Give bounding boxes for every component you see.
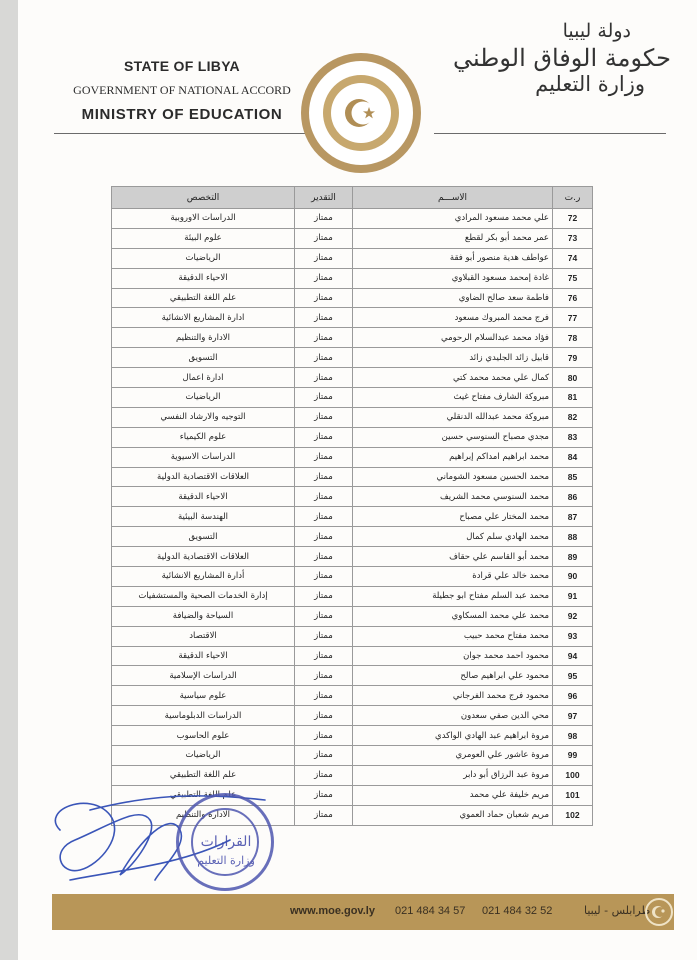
student-name: غادة إمحمد مسعود القبلاوي <box>353 268 553 288</box>
table-row <box>112 746 593 766</box>
table-row <box>112 348 593 368</box>
student-name: محمود احمد محمد جوان <box>353 646 553 666</box>
table-row <box>112 407 593 427</box>
table-row <box>112 308 593 328</box>
student-grade: ممتاز <box>295 706 353 726</box>
table-row <box>112 666 593 686</box>
stamp-line-2: وزارة التعليم <box>197 854 255 867</box>
student-specialization: علوم الحاسوب <box>112 726 295 746</box>
student-name: محمد ابراهيم امداكم إبراهيم <box>353 447 553 467</box>
table-row <box>112 527 593 547</box>
student-name: محمد مفتاح محمد حبيب <box>353 626 553 646</box>
student-grade: ممتاز <box>295 348 353 368</box>
footer-city: طرابلس - ليبيا <box>584 904 651 917</box>
student-grade: ممتاز <box>295 248 353 268</box>
row-number: 100 <box>553 765 593 785</box>
student-specialization: الادارة والتنظيم <box>112 328 295 348</box>
student-specialization: الدراسات الإسلامية <box>112 666 295 686</box>
student-specialization: العلاقات الاقتصادية الدولية <box>112 467 295 487</box>
row-number: 96 <box>553 686 593 706</box>
student-name: عواطف هدية منصور أبو فقة <box>353 248 553 268</box>
row-number: 86 <box>553 487 593 507</box>
students-table <box>111 186 593 826</box>
table-row <box>112 487 593 507</box>
header-specialization: التخصص <box>112 187 295 209</box>
row-number: 78 <box>553 328 593 348</box>
footer-phone-2: 021 484 32 52 <box>482 905 553 917</box>
right-header-rule <box>434 133 666 134</box>
student-specialization: إدارة الخدمات الصحية والمستشفيات <box>112 586 295 606</box>
student-name: كمال علي محمد محمد كتي <box>353 368 553 388</box>
student-specialization: التسويق <box>112 348 295 368</box>
table-row <box>112 547 593 567</box>
en-government-title: GOVERNMENT OF NATIONAL ACCORD <box>73 83 291 97</box>
student-grade: ممتاز <box>295 567 353 587</box>
student-grade: ممتاز <box>295 547 353 567</box>
table-body <box>112 209 593 826</box>
student-specialization: التوجيه والارشاد النفسي <box>112 407 295 427</box>
student-grade: ممتاز <box>295 666 353 686</box>
table-row <box>112 209 593 229</box>
table-row <box>112 726 593 746</box>
student-grade: ممتاز <box>295 686 353 706</box>
header-grade: التقدير <box>295 187 353 209</box>
student-specialization: السياحة والضيافة <box>112 606 295 626</box>
student-grade: ممتاز <box>295 368 353 388</box>
student-specialization: الاحياء الدقيقة <box>112 268 295 288</box>
student-name: محمد السنوسي محمد الشريف <box>353 487 553 507</box>
student-grade: ممتاز <box>295 268 353 288</box>
row-number: 77 <box>553 308 593 328</box>
table-row <box>112 388 593 408</box>
ministry-stamp <box>176 793 274 891</box>
table-row <box>112 706 593 726</box>
student-grade: ممتاز <box>295 646 353 666</box>
student-grade: ممتاز <box>295 427 353 447</box>
student-grade: ممتاز <box>295 527 353 547</box>
table-row <box>112 268 593 288</box>
row-number: 74 <box>553 248 593 268</box>
student-name: محمد عبد السلم مفتاح ابو جطيلة <box>353 586 553 606</box>
student-name: مبروكة محمد عبدالله الدنقلي <box>353 407 553 427</box>
student-grade: ممتاز <box>295 746 353 766</box>
student-name: محمد علي محمد المسكاوي <box>353 606 553 626</box>
table-row <box>112 606 593 626</box>
table-row <box>112 586 593 606</box>
student-specialization: التسويق <box>112 527 295 547</box>
row-number: 73 <box>553 228 593 248</box>
student-name: محمد الحسين مسعود الشوماني <box>353 467 553 487</box>
student-name: علي محمد مسعود المرادي <box>353 209 553 229</box>
row-number: 92 <box>553 606 593 626</box>
row-number: 95 <box>553 666 593 686</box>
student-name: فرج محمد المبروك مسعود <box>353 308 553 328</box>
student-specialization: الدراسات الاوروبية <box>112 209 295 229</box>
student-specialization: علوم البيئة <box>112 228 295 248</box>
row-number: 90 <box>553 567 593 587</box>
student-name: مروة عاشور علي العومري <box>353 746 553 766</box>
table-row <box>112 248 593 268</box>
student-specialization: علوم الكيمياء <box>112 427 295 447</box>
row-number: 76 <box>553 288 593 308</box>
row-number: 80 <box>553 368 593 388</box>
row-number: 99 <box>553 746 593 766</box>
table-row <box>112 328 593 348</box>
student-specialization: الهندسة البيئية <box>112 507 295 527</box>
row-number: 91 <box>553 586 593 606</box>
student-grade: ممتاز <box>295 288 353 308</box>
en-state-title: STATE OF LIBYA <box>124 58 240 74</box>
row-number: 81 <box>553 388 593 408</box>
ar-state-title: دولة ليبيا <box>562 20 631 42</box>
student-grade: ممتاز <box>295 726 353 746</box>
row-number: 82 <box>553 407 593 427</box>
crescent-star-icon <box>331 83 391 143</box>
student-specialization: ادارة اعمال <box>112 368 295 388</box>
table-row <box>112 507 593 527</box>
stamp-line-1: القرارات <box>200 834 252 850</box>
student-specialization: الاحياء الدقيقة <box>112 487 295 507</box>
student-name: محمد المختار علي مصباح <box>353 507 553 527</box>
student-name: فاطمة سعد صالح الضاوي <box>353 288 553 308</box>
student-specialization: علم اللغة التطبيقي <box>112 785 295 805</box>
row-number: 88 <box>553 527 593 547</box>
student-name: محي الدين صفي سعدون <box>353 706 553 726</box>
student-specialization: علم اللغة التطبيقي <box>112 765 295 785</box>
ar-ministry-title: وزارة التعليم <box>535 72 645 96</box>
row-number: 83 <box>553 427 593 447</box>
arabic-letterhead <box>441 20 671 96</box>
student-grade: ممتاز <box>295 467 353 487</box>
student-name: مروة ابراهيم عبد الهادي الواكدي <box>353 726 553 746</box>
student-grade: ممتاز <box>295 407 353 427</box>
student-grade: ممتاز <box>295 805 353 825</box>
student-specialization: الدراسات الاسيوية <box>112 447 295 467</box>
table-header-row <box>112 187 593 209</box>
student-specialization: الرياضيات <box>112 248 295 268</box>
student-grade: ممتاز <box>295 388 353 408</box>
english-letterhead <box>58 58 306 123</box>
student-grade: ممتاز <box>295 328 353 348</box>
student-specialization: الاحياء الدقيقة <box>112 646 295 666</box>
student-grade: ممتاز <box>295 447 353 467</box>
student-name: عمر محمد أبو بكر لقطع <box>353 228 553 248</box>
row-number: 102 <box>553 805 593 825</box>
row-number: 85 <box>553 467 593 487</box>
table-row <box>112 228 593 248</box>
table-row <box>112 467 593 487</box>
row-number: 87 <box>553 507 593 527</box>
row-number: 93 <box>553 626 593 646</box>
student-specialization: ادارة المشاريع الانشائية <box>112 308 295 328</box>
student-name: مريم خليفة علي محمد <box>353 785 553 805</box>
footer-emblem-icon <box>645 898 673 926</box>
ar-government-title: حكومة الوفاق الوطني <box>453 44 671 72</box>
student-grade: ممتاز <box>295 487 353 507</box>
student-name: محمد خالد علي قرادة <box>353 567 553 587</box>
row-number: 79 <box>553 348 593 368</box>
table-row <box>112 427 593 447</box>
student-name: محمود فرج محمد الفرجاني <box>353 686 553 706</box>
footer-website: www.moe.gov.ly <box>290 905 375 917</box>
student-name: فؤاد محمد عبدالسلام الرحومي <box>353 328 553 348</box>
table-row <box>112 288 593 308</box>
student-grade: ممتاز <box>295 507 353 527</box>
student-specialization: علوم سياسية <box>112 686 295 706</box>
student-specialization: العلاقات الاقتصادية الدولية <box>112 547 295 567</box>
student-specialization: الاقتصاد <box>112 626 295 646</box>
student-grade: ممتاز <box>295 228 353 248</box>
student-grade: ممتاز <box>295 308 353 328</box>
student-grade: ممتاز <box>295 785 353 805</box>
table-row <box>112 567 593 587</box>
row-number: 72 <box>553 209 593 229</box>
student-grade: ممتاز <box>295 765 353 785</box>
header-number: ر.ت <box>553 187 593 209</box>
table-row <box>112 686 593 706</box>
student-name: مريم شعبان حماد العموي <box>353 805 553 825</box>
student-grade: ممتاز <box>295 209 353 229</box>
student-specialization: أدارة المشاريع الانشائية <box>112 567 295 587</box>
row-number: 101 <box>553 785 593 805</box>
student-name: محمد الهادي سلم كمال <box>353 527 553 547</box>
row-number: 75 <box>553 268 593 288</box>
table-row <box>112 646 593 666</box>
row-number: 89 <box>553 547 593 567</box>
row-number: 98 <box>553 726 593 746</box>
student-grade: ممتاز <box>295 586 353 606</box>
student-grade: ممتاز <box>295 626 353 646</box>
table-row <box>112 368 593 388</box>
student-name: محمود علي ابراهيم صالح <box>353 666 553 686</box>
header-name: الاســـم <box>353 187 553 209</box>
left-header-rule <box>54 133 306 134</box>
table-row <box>112 447 593 467</box>
student-name: مجدي مصباح السنوسي حسين <box>353 427 553 447</box>
student-specialization: الادارة والتنظيم <box>112 805 295 825</box>
student-specialization: الرياضيات <box>112 388 295 408</box>
student-name: مروة عبد الرزاق أبو دابر <box>353 765 553 785</box>
document-page <box>18 0 697 960</box>
student-specialization: الدراسات الدبلوماسية <box>112 706 295 726</box>
footer-bar <box>52 894 674 930</box>
student-grade: ممتاز <box>295 606 353 626</box>
en-ministry-title: MINISTRY OF EDUCATION <box>81 106 283 123</box>
state-seal-logo <box>301 53 421 173</box>
footer-phone-1: 021 484 34 57 <box>395 905 466 917</box>
table-row <box>112 626 593 646</box>
row-number: 97 <box>553 706 593 726</box>
student-specialization: علم اللغة التطبيقي <box>112 288 295 308</box>
student-name: محمد أبو القاسم علي حقاف <box>353 547 553 567</box>
student-name: قابيل زائد الجليدي زائد <box>353 348 553 368</box>
row-number: 84 <box>553 447 593 467</box>
row-number: 94 <box>553 646 593 666</box>
student-specialization: الرياضيات <box>112 746 295 766</box>
student-name: مبروكة الشارف مفتاح غيث <box>353 388 553 408</box>
